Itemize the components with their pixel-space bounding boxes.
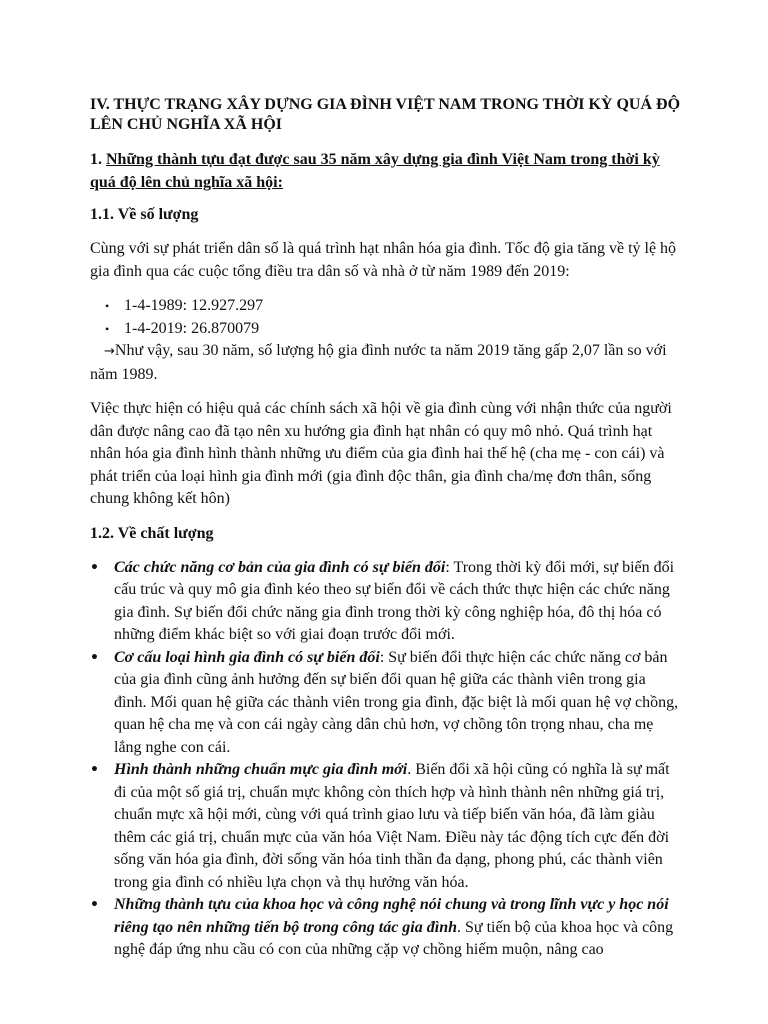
section-1-title: Những thành tựu đạt được sau 35 năm xây dựng gia đình Việt Nam trong thời kỳ quá độ lên chủ nghĩa xã hội: <box>90 151 660 191</box>
list-item <box>90 557 682 647</box>
subsection-1-1-heading: 1.1. Về số lượng <box>90 206 199 223</box>
item-lead: Những thành tựu của khoa học và công nghệ nói chung và trong lĩnh vực y học nói riêng tạo nên những tiến bộ trong công tác gia đình <box>114 896 669 936</box>
list-item <box>90 647 682 760</box>
subsection-1-1-paragraph: Việc thực hiện có hiệu quả các chính sách xã hội về gia đình cùng với nhận thức của người dân được nâng cao đã tạo nên xu hướng gia đình hạt nhân có quy mô nhỏ. Quá trình hạt nhân hóa gia đình hình thành những ưu điểm của gia đình hai thế hệ (cha mẹ - con cái) và phát triển của loại hình gia đình mới (gia đình độc thân, gia đình cha/mẹ đơn thân, sống chung không kết hôn) <box>90 400 672 507</box>
item-text: . Biến đổi xã hội cũng có nghĩa là sự mất đi của một số giá trị, chuẩn mực không còn thích hợp và hình thành nên những giá trị, chuẩn mực xã hội mới, cùng với quá trình giao lưu và tiếp biến văn hóa, đã làm giàu thêm các giá trị, chuẩn mực của văn hóa Việt Nam. Điều này tác động tích cực đến đời sống văn hóa gia đình, đời sống văn hóa tinh thần đa dạng, phong phú, các thành viên trong gia đình có nhiều lựa chọn và thụ hưởng văn hóa. <box>114 761 670 891</box>
item-lead: Cơ cấu loại hình gia đình có sự biến đổi <box>114 648 380 666</box>
household-conclusion <box>90 340 682 386</box>
item-text: : Trong thời kỳ đổi mới, sự biến đổi cấu trúc và quy mô gia đình kéo theo sự biến đổi về cách thức thực hiện các chức năng gia đình. Sự biến đổi chức năng gia đình trong thời kỳ công nghiệp hóa, đô thị hóa có những điểm khác biệt so với giai đoạn trước đổi mới. <box>114 558 675 643</box>
item-text: . Sự tiến bộ của khoa học và công nghệ đáp ứng nhu cầu có con của những cặp vợ chồng hiếm muộn, nâng cao <box>114 918 674 958</box>
list-item: • 1-4-1989: 12.927.297 <box>105 295 682 318</box>
item-lead: Hình thành những chuẩn mực gia đình mới <box>114 761 408 778</box>
item-text: : Sự biến đổi thực hiện các chức năng cơ bản của gia đình cũng ảnh hưởng đến sự biến đổi quan hệ giữa các thành viên trong gia đình. Mối quan hệ giữa các thành viên trong gia đình, đặc biệt là mối quan hệ vợ chồng, quan hệ cha mẹ và con cái ngày càng dân chủ hơn, vợ chồng tôn trọng nhau, cha mẹ lắng nghe con cái. <box>114 648 679 756</box>
conclusion-text: Như vậy, sau 30 năm, số lượng hộ gia đình nước ta năm 2019 tăng gấp 2,07 lần so với năm 1989. <box>90 342 667 383</box>
arrow-right-icon: → <box>104 344 115 359</box>
document-body <box>90 95 682 962</box>
bullet-icon: • <box>90 649 99 666</box>
list-item <box>90 759 682 894</box>
list-item <box>90 894 682 962</box>
quality-list <box>90 557 682 962</box>
bullet-icon: • <box>90 559 99 576</box>
household-stats-list <box>90 295 682 340</box>
list-item: • 1-4-2019: 26.870079 <box>105 318 682 341</box>
section-1-heading <box>90 149 682 194</box>
bullet-icon: • <box>90 897 99 913</box>
subsection-1-1-intro: Cùng với sự phát triển dân số là quá trình hạt nhân hóa gia đình. Tốc độ gia tăng về tỷ lệ hộ gia đình qua các cuộc tổng điều tra dân số và nhà ở từ năm 1989 đến 2019: <box>90 240 677 280</box>
document-title: IV. THỰC TRẠNG XÂY DỰNG GIA ĐÌNH VIỆT NAM TRONG THỜI KỲ QUÁ ĐỘ LÊN CHỦ NGHĨA XÃ HỘI <box>90 96 681 133</box>
bullet-icon: • <box>90 762 99 778</box>
item-lead: Các chức năng cơ bản của gia đình có sự biến đổi <box>114 558 446 576</box>
section-1-number: 1. <box>90 151 102 168</box>
subsection-1-2-heading: 1.2. Về chất lượng <box>90 524 214 542</box>
